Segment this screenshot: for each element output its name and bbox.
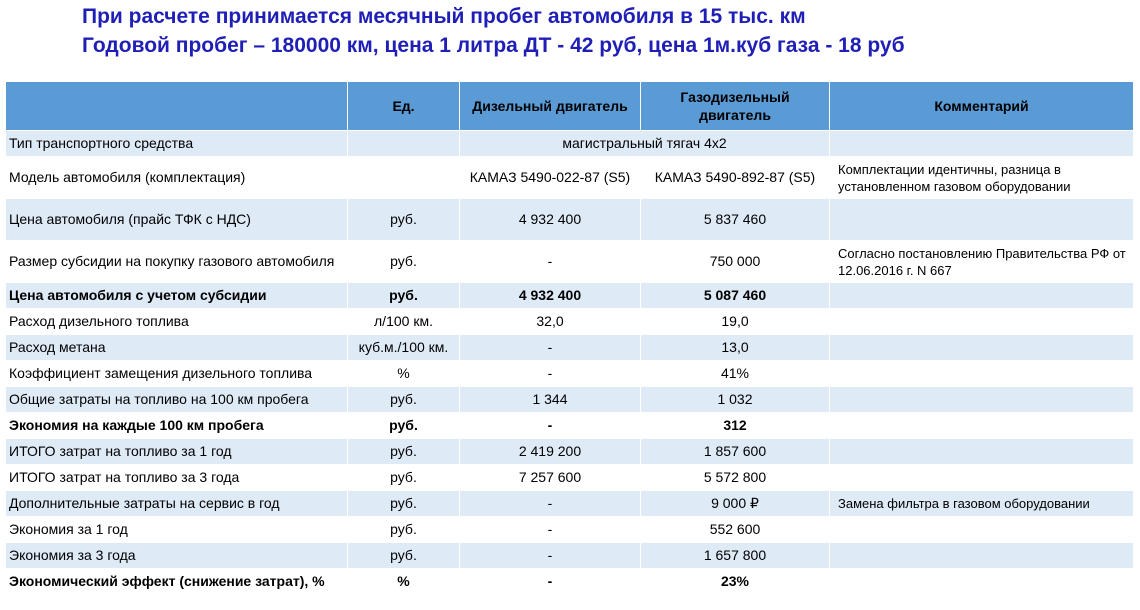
row-unit: руб. bbox=[348, 241, 460, 283]
row-gas-value: 5 837 460 bbox=[641, 199, 830, 241]
row-gas-value: 1 857 600 bbox=[641, 439, 830, 465]
heading-line-2: Годовой пробег – 180000 км, цена 1 литра ДТ - 42 руб, цена 1м.куб газа - 18 руб bbox=[82, 34, 905, 57]
row-diesel-value: 1 344 bbox=[460, 387, 641, 413]
row-unit: % bbox=[348, 361, 460, 387]
row-comment bbox=[830, 309, 1134, 335]
header-comment: Комментарий bbox=[830, 82, 1134, 131]
row-gas-value: 19,0 bbox=[641, 309, 830, 335]
row-param: Модель автомобиля (комплектация) bbox=[6, 157, 348, 199]
row-unit: руб. bbox=[348, 543, 460, 569]
row-diesel-value: - bbox=[460, 241, 641, 283]
row-gas-value: 312 bbox=[641, 413, 830, 439]
row-param: Цена автомобиля с учетом субсидии bbox=[6, 283, 348, 309]
row-gas-value: 552 600 bbox=[641, 517, 830, 543]
row-comment bbox=[830, 465, 1134, 491]
row-comment bbox=[830, 543, 1134, 569]
row-unit bbox=[348, 157, 460, 199]
row-comment bbox=[830, 413, 1134, 439]
row-comment bbox=[830, 283, 1134, 309]
row-param: Экономия за 1 год bbox=[6, 517, 348, 543]
row-unit: руб. bbox=[348, 387, 460, 413]
row-param: Расход метана bbox=[6, 335, 348, 361]
row-gas-value: 23% bbox=[641, 569, 830, 595]
row-unit: % bbox=[348, 569, 460, 595]
table-row bbox=[6, 465, 1134, 491]
table-row bbox=[6, 131, 1134, 157]
table-row bbox=[6, 309, 1134, 335]
table-row bbox=[6, 543, 1134, 569]
row-param: Расход дизельного топлива bbox=[6, 309, 348, 335]
table-row bbox=[6, 283, 1134, 309]
table-header-row bbox=[6, 82, 1134, 131]
table-row bbox=[6, 569, 1134, 595]
table-row bbox=[6, 361, 1134, 387]
row-unit: куб.м./100 км. bbox=[348, 335, 460, 361]
row-diesel-value: - bbox=[460, 413, 641, 439]
row-gas-value: 750 000 bbox=[641, 241, 830, 283]
header-gas-diesel: Газодизельный двигатель bbox=[641, 82, 830, 131]
header-diesel: Дизельный двигатель bbox=[460, 82, 641, 131]
table-row bbox=[6, 157, 1134, 199]
row-comment bbox=[830, 387, 1134, 413]
row-diesel-value: - bbox=[460, 491, 641, 517]
row-unit: руб. bbox=[348, 517, 460, 543]
table-row bbox=[6, 241, 1134, 283]
row-comment bbox=[830, 569, 1134, 595]
row-param: Экономия за 3 года bbox=[6, 543, 348, 569]
table-row bbox=[6, 517, 1134, 543]
table-row bbox=[6, 491, 1134, 517]
table-row bbox=[6, 335, 1134, 361]
row-diesel-value: - bbox=[460, 569, 641, 595]
row-diesel-value: 4 932 400 bbox=[460, 283, 641, 309]
row-diesel-value: - bbox=[460, 517, 641, 543]
row-comment: Замена фильтра в газовом оборудовании bbox=[830, 491, 1134, 517]
row-gas-value: 13,0 bbox=[641, 335, 830, 361]
table-row bbox=[6, 387, 1134, 413]
row-diesel-value: КАМАЗ 5490-022-87 (S5) bbox=[460, 157, 641, 199]
row-param: Цена автомобиля (прайс ТФК с НДС) bbox=[6, 199, 348, 241]
row-gas-value: КАМАЗ 5490-892-87 (S5) bbox=[641, 157, 830, 199]
row-gas-value: 5 087 460 bbox=[641, 283, 830, 309]
row-gas-value: 1 032 bbox=[641, 387, 830, 413]
row-gas-value: 41% bbox=[641, 361, 830, 387]
row-param: Размер субсидии на покупку газового автомобиля bbox=[6, 241, 348, 283]
row-comment bbox=[830, 335, 1134, 361]
row-comment bbox=[830, 131, 1134, 157]
row-gas-value: 9 000 ₽ bbox=[641, 491, 830, 517]
row-param: ИТОГО затрат на топливо за 1 год bbox=[6, 439, 348, 465]
row-diesel-value: 4 932 400 bbox=[460, 199, 641, 241]
comparison-table bbox=[5, 81, 1134, 595]
row-unit: руб. bbox=[348, 439, 460, 465]
row-unit: руб. bbox=[348, 199, 460, 241]
slide-heading bbox=[82, 2, 905, 60]
table-row bbox=[6, 439, 1134, 465]
row-param: Экономия на каждые 100 км пробега bbox=[6, 413, 348, 439]
row-comment bbox=[830, 517, 1134, 543]
row-diesel-value: 32,0 bbox=[460, 309, 641, 335]
row-comment bbox=[830, 361, 1134, 387]
row-diesel-value: - bbox=[460, 361, 641, 387]
row-diesel-value: 7 257 600 bbox=[460, 465, 641, 491]
row-param: Дополнительные затраты на сервис в год bbox=[6, 491, 348, 517]
header-param bbox=[6, 82, 348, 131]
row-merged-value: магистральный тягач 4х2 bbox=[460, 131, 830, 157]
row-diesel-value: - bbox=[460, 543, 641, 569]
row-param: Общие затраты на топливо на 100 км пробега bbox=[6, 387, 348, 413]
row-unit bbox=[348, 131, 460, 157]
row-param: Коэффициент замещения дизельного топлива bbox=[6, 361, 348, 387]
table-row bbox=[6, 413, 1134, 439]
row-unit: руб. bbox=[348, 413, 460, 439]
row-comment: Комплектации идентичны, разница в установленном газовом оборудовании bbox=[830, 157, 1134, 199]
table-row bbox=[6, 199, 1134, 241]
row-diesel-value: 2 419 200 bbox=[460, 439, 641, 465]
row-comment bbox=[830, 439, 1134, 465]
header-unit: Ед. bbox=[348, 82, 460, 131]
row-comment bbox=[830, 199, 1134, 241]
row-unit: руб. bbox=[348, 283, 460, 309]
row-unit: руб. bbox=[348, 465, 460, 491]
row-param: ИТОГО затрат на топливо за 3 года bbox=[6, 465, 348, 491]
row-unit: л/100 км. bbox=[348, 309, 460, 335]
row-param: Экономический эффект (снижение затрат), % bbox=[6, 569, 348, 595]
heading-line-1: При расчете принимается месячный пробег автомобиля в 15 тыс. км bbox=[82, 5, 806, 28]
row-unit: руб. bbox=[348, 491, 460, 517]
row-diesel-value: - bbox=[460, 335, 641, 361]
row-param: Тип транспортного средства bbox=[6, 131, 348, 157]
row-comment: Согласно постановлению Правительства РФ от 12.06.2016 г. N 667 bbox=[830, 241, 1134, 283]
row-gas-value: 1 657 800 bbox=[641, 543, 830, 569]
row-gas-value: 5 572 800 bbox=[641, 465, 830, 491]
